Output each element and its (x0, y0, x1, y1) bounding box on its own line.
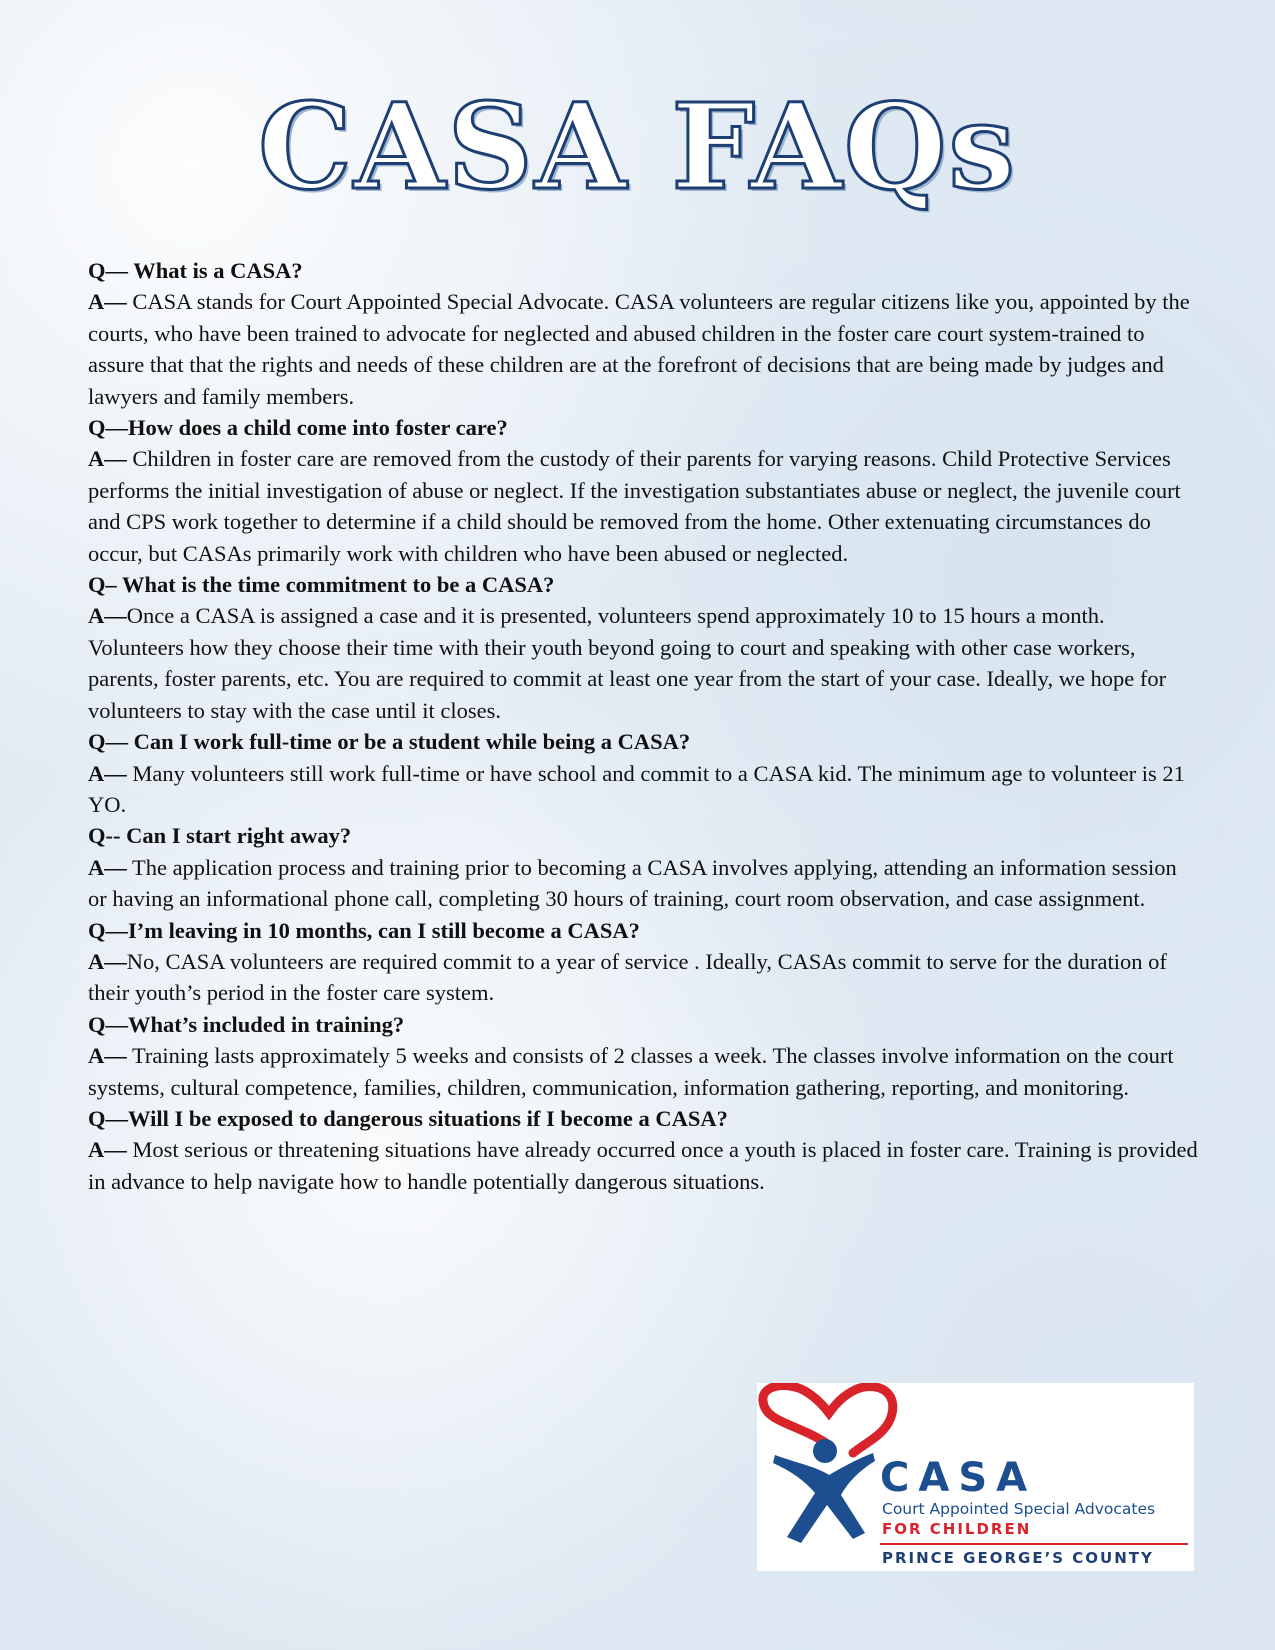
faq-question: Q—How does a child come into foster care? (88, 415, 508, 441)
answer-text: No, CASA volunteers are required commit to a year of service . Ideally, CASAs commit to serve for the duration of their youth’s period in the foster care system. (88, 948, 1167, 1006)
registered-mark: ® (858, 1457, 869, 1470)
faq-question: Q– What is the time commitment to be a CASA? (88, 572, 555, 598)
answer-prefix: A— (88, 289, 127, 315)
answer-prefix: A— (88, 948, 127, 974)
faq-answer (88, 758, 1198, 821)
logo-name: CASA (880, 1455, 1037, 1501)
logo-tagline: FOR CHILDREN (882, 1520, 1032, 1538)
faq-answer (88, 1040, 1198, 1103)
faq-question: Q—Will I be exposed to dangerous situations if I become a CASA? (88, 1105, 728, 1131)
answer-prefix: A— (88, 1137, 127, 1163)
answer-prefix: A— (88, 1043, 127, 1069)
faq-question: Q—What’s included in training? (88, 1011, 405, 1037)
answer-prefix: A— (88, 760, 127, 786)
faq-question: Q— Can I work full-time or be a student while being a CASA? (88, 729, 691, 755)
answer-text: Once a CASA is assigned a case and it is presented, volunteers spend approximately 10 to 15 hours a month. Volunteers how they choose their time with their youth beyond going to court and speaking with other case workers, parents, foster parents, etc. You are required to commit at least one year from the start of your case. Ideally, we hope for volunteers to stay with the case until it closes. (88, 603, 1167, 723)
answer-text: The application process and training prior to becoming a CASA involves applying, attending an information session or having an informational phone call, completing 30 hours of training, court room observation, and case assignment. (88, 854, 1177, 912)
faq-answer (88, 600, 1198, 726)
answer-text: Training lasts approximately 5 weeks and consists of 2 classes a week. The classes involve information on the court systems, cultural competence, families, children, communication, information gathering, reporting, and monitoring. (88, 1043, 1174, 1100)
casa-logo (757, 1383, 1194, 1571)
faq-answer (88, 946, 1198, 1009)
faq-question: Q-- Can I start right away? (88, 823, 352, 849)
faq-answer (88, 286, 1198, 412)
faq-answer (88, 443, 1198, 569)
faq-question: Q—I’m leaving in 10 months, can I still become a CASA? (88, 917, 640, 943)
page-title: CASA FAQs (258, 77, 1017, 216)
answer-prefix: A— (88, 446, 127, 472)
answer-prefix: A— (88, 603, 127, 629)
faq-answer (88, 852, 1198, 915)
logo-county: PRINCE GEORGE’S COUNTY (882, 1549, 1154, 1567)
answer-text: Many volunteers still work full-time or have school and commit to a CASA kid. The minimum age to volunteer is 21 YO. (88, 760, 1185, 817)
logo-full-name: Court Appointed Special Advocates (882, 1500, 1156, 1518)
answer-text: Children in foster care are removed from the custody of their parents for varying reasons. Child Protective Services performs the initial investigation of abuse or neglect. If the investigation substantiates abuse or neglect, the juvenile court and CPS work together to determine if a child should be removed from the home. Other extenuating circumstances do occur, but CASAs primarily work with children who have been abused or neglected. (88, 446, 1181, 566)
answer-text: Most serious or threatening situations have already occurred once a youth is placed in foster care. Training is provided in advance to help navigate how to handle potentially dangerous situations. (88, 1137, 1198, 1194)
logo-divider (880, 1543, 1188, 1545)
faq-question: Q— What is a CASA? (88, 258, 303, 283)
answer-prefix: A— (88, 854, 127, 880)
answer-text: CASA stands for Court Appointed Special Advocate. CASA volunteers are regular citizens like you, appointed by the courts, who have been trained to advocate for neglected and abused children in the foster care court system-trained to assure that that the rights and needs of these children are at the forefront of decisions that are being made by judges and lawyers and family members. (88, 289, 1190, 409)
faq-answer (88, 1134, 1198, 1197)
faq-list (88, 255, 1198, 1197)
